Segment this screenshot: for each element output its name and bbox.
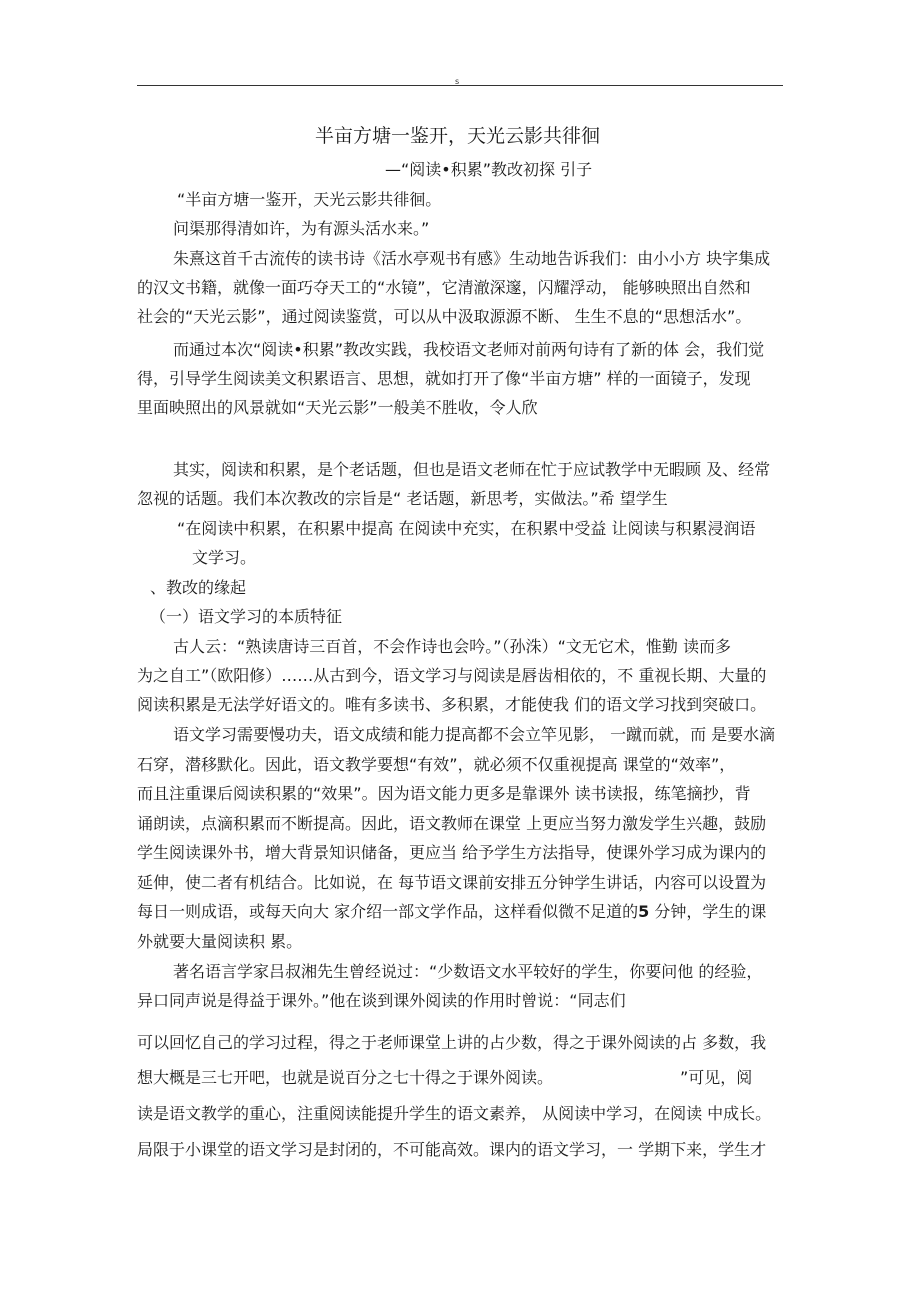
paragraph-line: ”可见，阅 xyxy=(680,1068,753,1087)
paragraph-line: 问渠那得清如许，为有源头活水来。” xyxy=(173,219,430,238)
paragraph-line: 古人云：“熟读唐诗三百首，不会作诗也会吟。”（孙洙）“文无它术，惟勤 读而多 xyxy=(173,637,731,656)
paragraph-line: 为之自工”（欧阳修）……从古到今，语文学习与阅读是唇齿相依的，不 重视长期、大量的 xyxy=(137,666,767,685)
paragraph-line: 诵朗读，点滴积累而不断提高。因此，语文教师在课堂 上更应当努力激发学生兴趣，鼓励 xyxy=(137,814,767,833)
paragraph-line: 想大概是三七开吧，也就是说百分之七十得之于课外阅读。 xyxy=(137,1068,554,1087)
paragraph-line: 忽视的话题。我们本次教改的宗旨是“ 老话题，新思考，实做法。”希 望学生 xyxy=(137,489,668,508)
paragraph-line: 局限于小课堂的语文学习是封闭的，不可能高效。课内的语文学习，一 学期下来，学生才 xyxy=(137,1140,767,1159)
quote-line: “在阅读中积累，在积累中提高 在阅读中充实，在积累中受益 让阅读与积累浸润语 xyxy=(177,519,756,538)
paragraph-line xyxy=(137,902,766,922)
paragraph-line: 其实，阅读和积累，是个老话题，但也是语文老师在忙于应试教学中无暇顾 及、经常 xyxy=(173,460,771,479)
paragraph-text: 每日一则成语，或每天向大 家介绍一部文学作品，这样看似微不足道的 xyxy=(137,902,639,921)
header-rule xyxy=(137,85,783,86)
paragraph-line: 学生阅读课外书，增大背景知识储备，更应当 给予学生方法指导，使课外学习成为课内的 xyxy=(137,843,767,862)
bold-number: 5 xyxy=(638,902,650,921)
paragraph-line: 外就要大量阅读积 累。 xyxy=(137,932,303,951)
paragraph-line: 的汉文书籍，就像一面巧夺天工的“水镜”，它清澈深邃，闪耀浮动， 能够映照出自然和 xyxy=(137,278,751,297)
quote-line: 文学习。 xyxy=(192,548,257,567)
paragraph-line: 朱熹这首千古流传的读书诗《活水亭观书有感》生动地告诉我们：由小小方 块字集成 xyxy=(173,249,771,268)
paragraph-line: 阅读积累是无法学好语文的。唯有多读书、多积累，才能使我 们的语文学习找到突破口。 xyxy=(137,695,767,714)
paragraph-line: 异口同声说是得益于课外。”他在谈到课外阅读的作用时曾说：“同志们 xyxy=(137,991,626,1010)
subsection-heading: （一）语文学习的本质特征 xyxy=(150,607,343,626)
paragraph-line: 而且注重课后阅读积累的“效果”。因为语文能力更多是靠课外 读书读报，练笔摘抄，背 xyxy=(137,784,751,803)
paragraph-line: 得，引导学生阅读美文积累语言、思想，就如打开了像“半亩方塘” 样的一面镜子，发现 xyxy=(137,369,751,388)
paragraph-text: 分钟，学生的课 xyxy=(649,902,767,921)
paragraph-line: 语文学习需要慢功夫，语文成绩和能力提高都不会立竿见影， 一蹴而就，而 是要水滴 xyxy=(173,725,776,744)
header-mark: s xyxy=(455,77,460,86)
paragraph-line: “半亩方塘一鉴开，天光云影共徘徊。 xyxy=(177,190,442,209)
section-heading: 、教改的缘起 xyxy=(150,578,247,597)
paragraph-line: 里面映照出的风景就如“天光云影”一般美不胜收，令人欣 xyxy=(137,398,538,417)
paragraph-line: 读是语文教学的重心，注重阅读能提升学生的语文素养， 从阅读中学习，在阅读 中成长。 xyxy=(137,1104,772,1123)
paragraph-line: 石穿，潜移默化。因此，语文教学要想“有效”，就必须不仅重视提高 课堂的“效率”， xyxy=(137,755,736,774)
document-subtitle: —“阅读•积累”教改初探 引子 xyxy=(385,160,593,179)
paragraph-line: 延伸，使二者有机结合。比如说，在 每节语文课前安排五分钟学生讲话，内容可以设置为 xyxy=(137,873,767,892)
paragraph-line: 著名语言学家吕叔湘先生曾经说过：“少数语文水平较好的学生，你要问他 的经验， xyxy=(173,962,763,981)
paragraph-line: 可以回忆自己的学习过程，得之于老师课堂上讲的占少数，得之于课外阅读的占 多数，我 xyxy=(137,1033,767,1052)
paragraph-line: 而通过本次“阅读•积累”教改实践，我校语文老师对前两句诗有了新的体 会，我们觉 xyxy=(173,340,765,359)
document-title: 半亩方塘一鉴开，天光云影共徘徊 xyxy=(315,125,601,147)
paragraph-line: 社会的“天光云影”，通过阅读鉴赏，可以从中汲取源源不断、 生生不息的“思想活水”。 xyxy=(137,307,752,326)
